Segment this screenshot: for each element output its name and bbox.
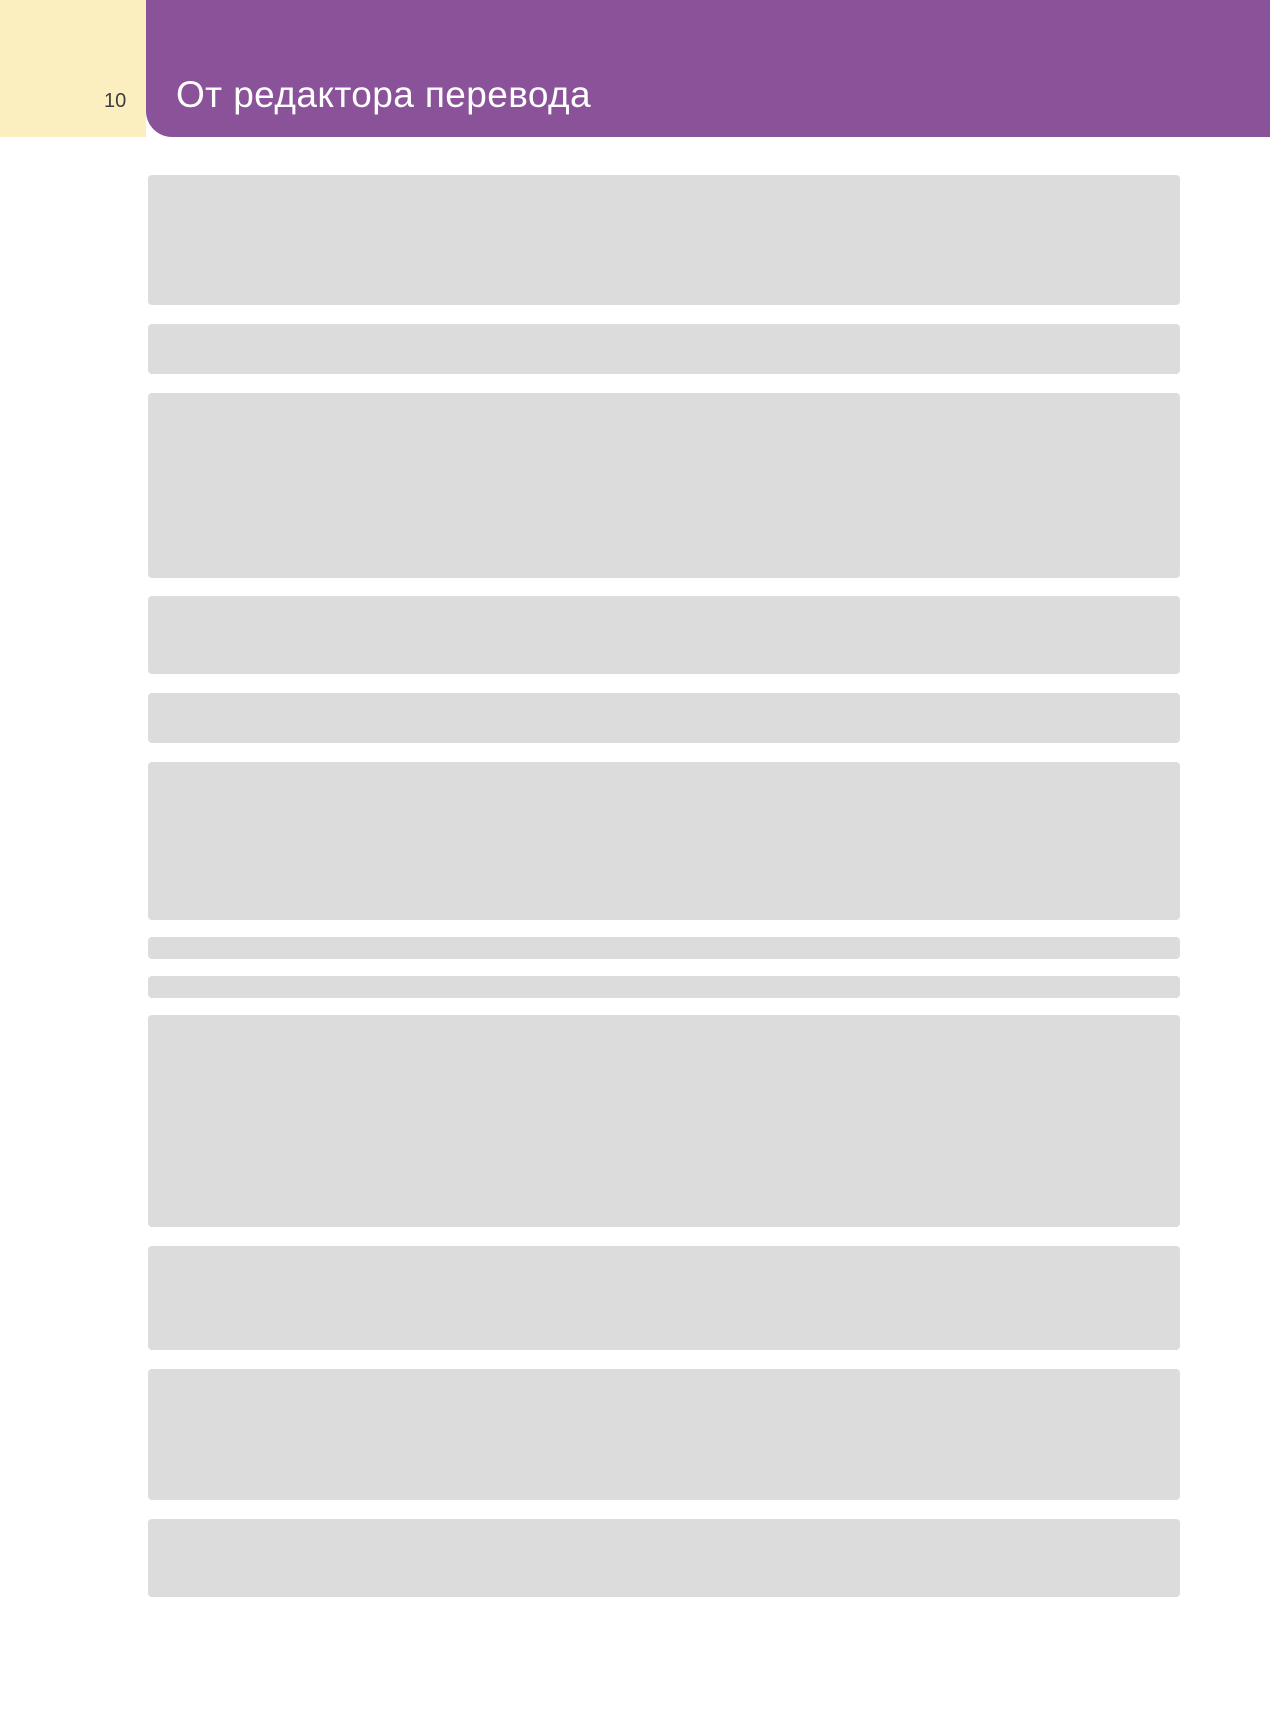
chapter-header	[146, 0, 1270, 137]
chapter-title: От редактора перевода	[176, 74, 592, 115]
text-paragraph	[148, 693, 1180, 743]
text-paragraph	[148, 1015, 1180, 1227]
text-paragraph	[148, 976, 1180, 998]
text-paragraph	[148, 1369, 1180, 1500]
text-paragraph	[148, 1519, 1180, 1597]
text-paragraph	[148, 393, 1180, 578]
text-paragraph	[148, 762, 1180, 920]
text-paragraph	[148, 937, 1180, 959]
body-text	[148, 175, 1180, 1655]
text-paragraph	[148, 324, 1180, 374]
text-paragraph	[148, 175, 1180, 305]
page-number: 10	[104, 90, 127, 112]
text-paragraph	[148, 596, 1180, 674]
text-paragraph	[148, 1246, 1180, 1350]
page-tab	[0, 0, 146, 137]
